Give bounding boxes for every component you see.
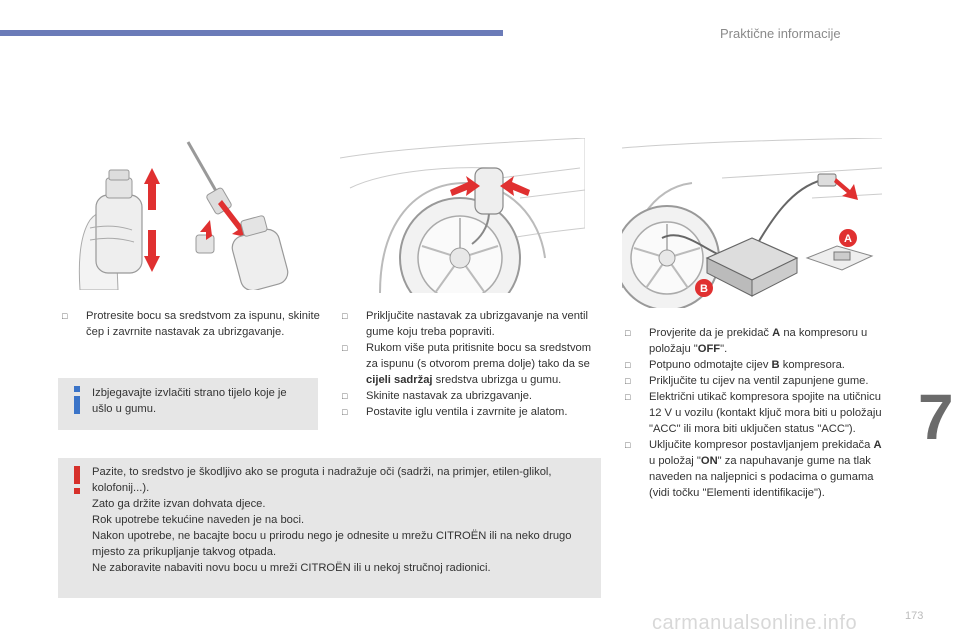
watermark: carmanualsonline.info — [652, 612, 858, 634]
list-item: □ Skinite nastavak za ubrizgavanje. — [342, 388, 592, 404]
list-item: □ Rukom više puta pritisnite bocu sa sredstvom za ispunu (s otvorom prema dolje) tako da se cijeli sadržaj sredstva ubrizga u gumu. — [342, 340, 592, 388]
warning-line: Pazite, to sredstvo je škodljivo ako se proguta i nadražuje oči (sadrži, na primjer, etilen-glikol, kolofonij...). — [92, 466, 552, 494]
page-number: 173 — [905, 610, 924, 622]
wheel-injection-illustration — [340, 138, 585, 293]
compressor-label-b: B — [700, 283, 708, 295]
list-item: □ Uključite kompresor postavljanjem prekidača A u položaj "ON" za napuhavanje gume na tlak naveden na naljepnici s podacima o gumama (vidi točku "Elementi identifikacije"). — [625, 437, 887, 501]
warning-line: Nakon upotrebe, ne bacajte bocu u prirodu nego je odnesite u mrežu CITROËN ili na neko drugo mjesto za prikupljanje takvog otpada. — [92, 530, 572, 558]
chapter-number: 7 — [918, 381, 954, 453]
compressor-illustration — [622, 138, 882, 308]
info-note-text: Izbjegavajte izvlačiti strano tijelo koje je ušlo u gumu. — [92, 387, 287, 415]
steps-middle-list — [342, 308, 592, 420]
list-item: □ Potpuno odmotajte cijev B kompresora. — [625, 357, 887, 373]
list-item: □ Priključite tu cijev na ventil zapunjene gume. — [625, 373, 887, 389]
accent-bar — [0, 30, 503, 36]
warning-line: Zato ga držite izvan dohvata djece. — [92, 498, 266, 510]
warning-line: Ne zaboravite nabaviti novu bocu u mreži CITROËN ili u nekoj stručnoj radionici. — [92, 562, 491, 574]
info-icon — [72, 386, 82, 418]
list-item: □ Priključite nastavak za ubrizgavanje na ventil gume koju treba popraviti. — [342, 308, 592, 340]
list-item: □ Provjerite da je prekidač A na kompresoru u položaju "OFF". — [625, 325, 887, 357]
warning-box — [58, 458, 601, 598]
list-item: □ Električni utikač kompresora spojite na utičnicu 12 V u vozilu (kontakt ključ mora biti u položaju "ACC" ili mora biti uključen status "ACC"). — [625, 389, 887, 437]
list-item: □ Postavite iglu ventila i zavrnite je alatom. — [342, 404, 592, 420]
warning-icon — [72, 466, 82, 496]
warning-text — [92, 464, 592, 576]
steps-right-list — [625, 325, 887, 501]
shake-bottle-illustration — [60, 140, 290, 290]
compressor-label-a: A — [844, 233, 852, 245]
section-title: Praktične informacije — [720, 26, 841, 41]
warning-line: Rok upotrebe tekućine naveden je na boci. — [92, 514, 305, 526]
list-item: □ Protresite bocu sa sredstvom za ispunu, skinite čep i zavrnite nastavak za ubrizgavanje. — [62, 308, 322, 340]
info-note-box — [58, 378, 318, 430]
steps-left-list — [62, 308, 322, 340]
